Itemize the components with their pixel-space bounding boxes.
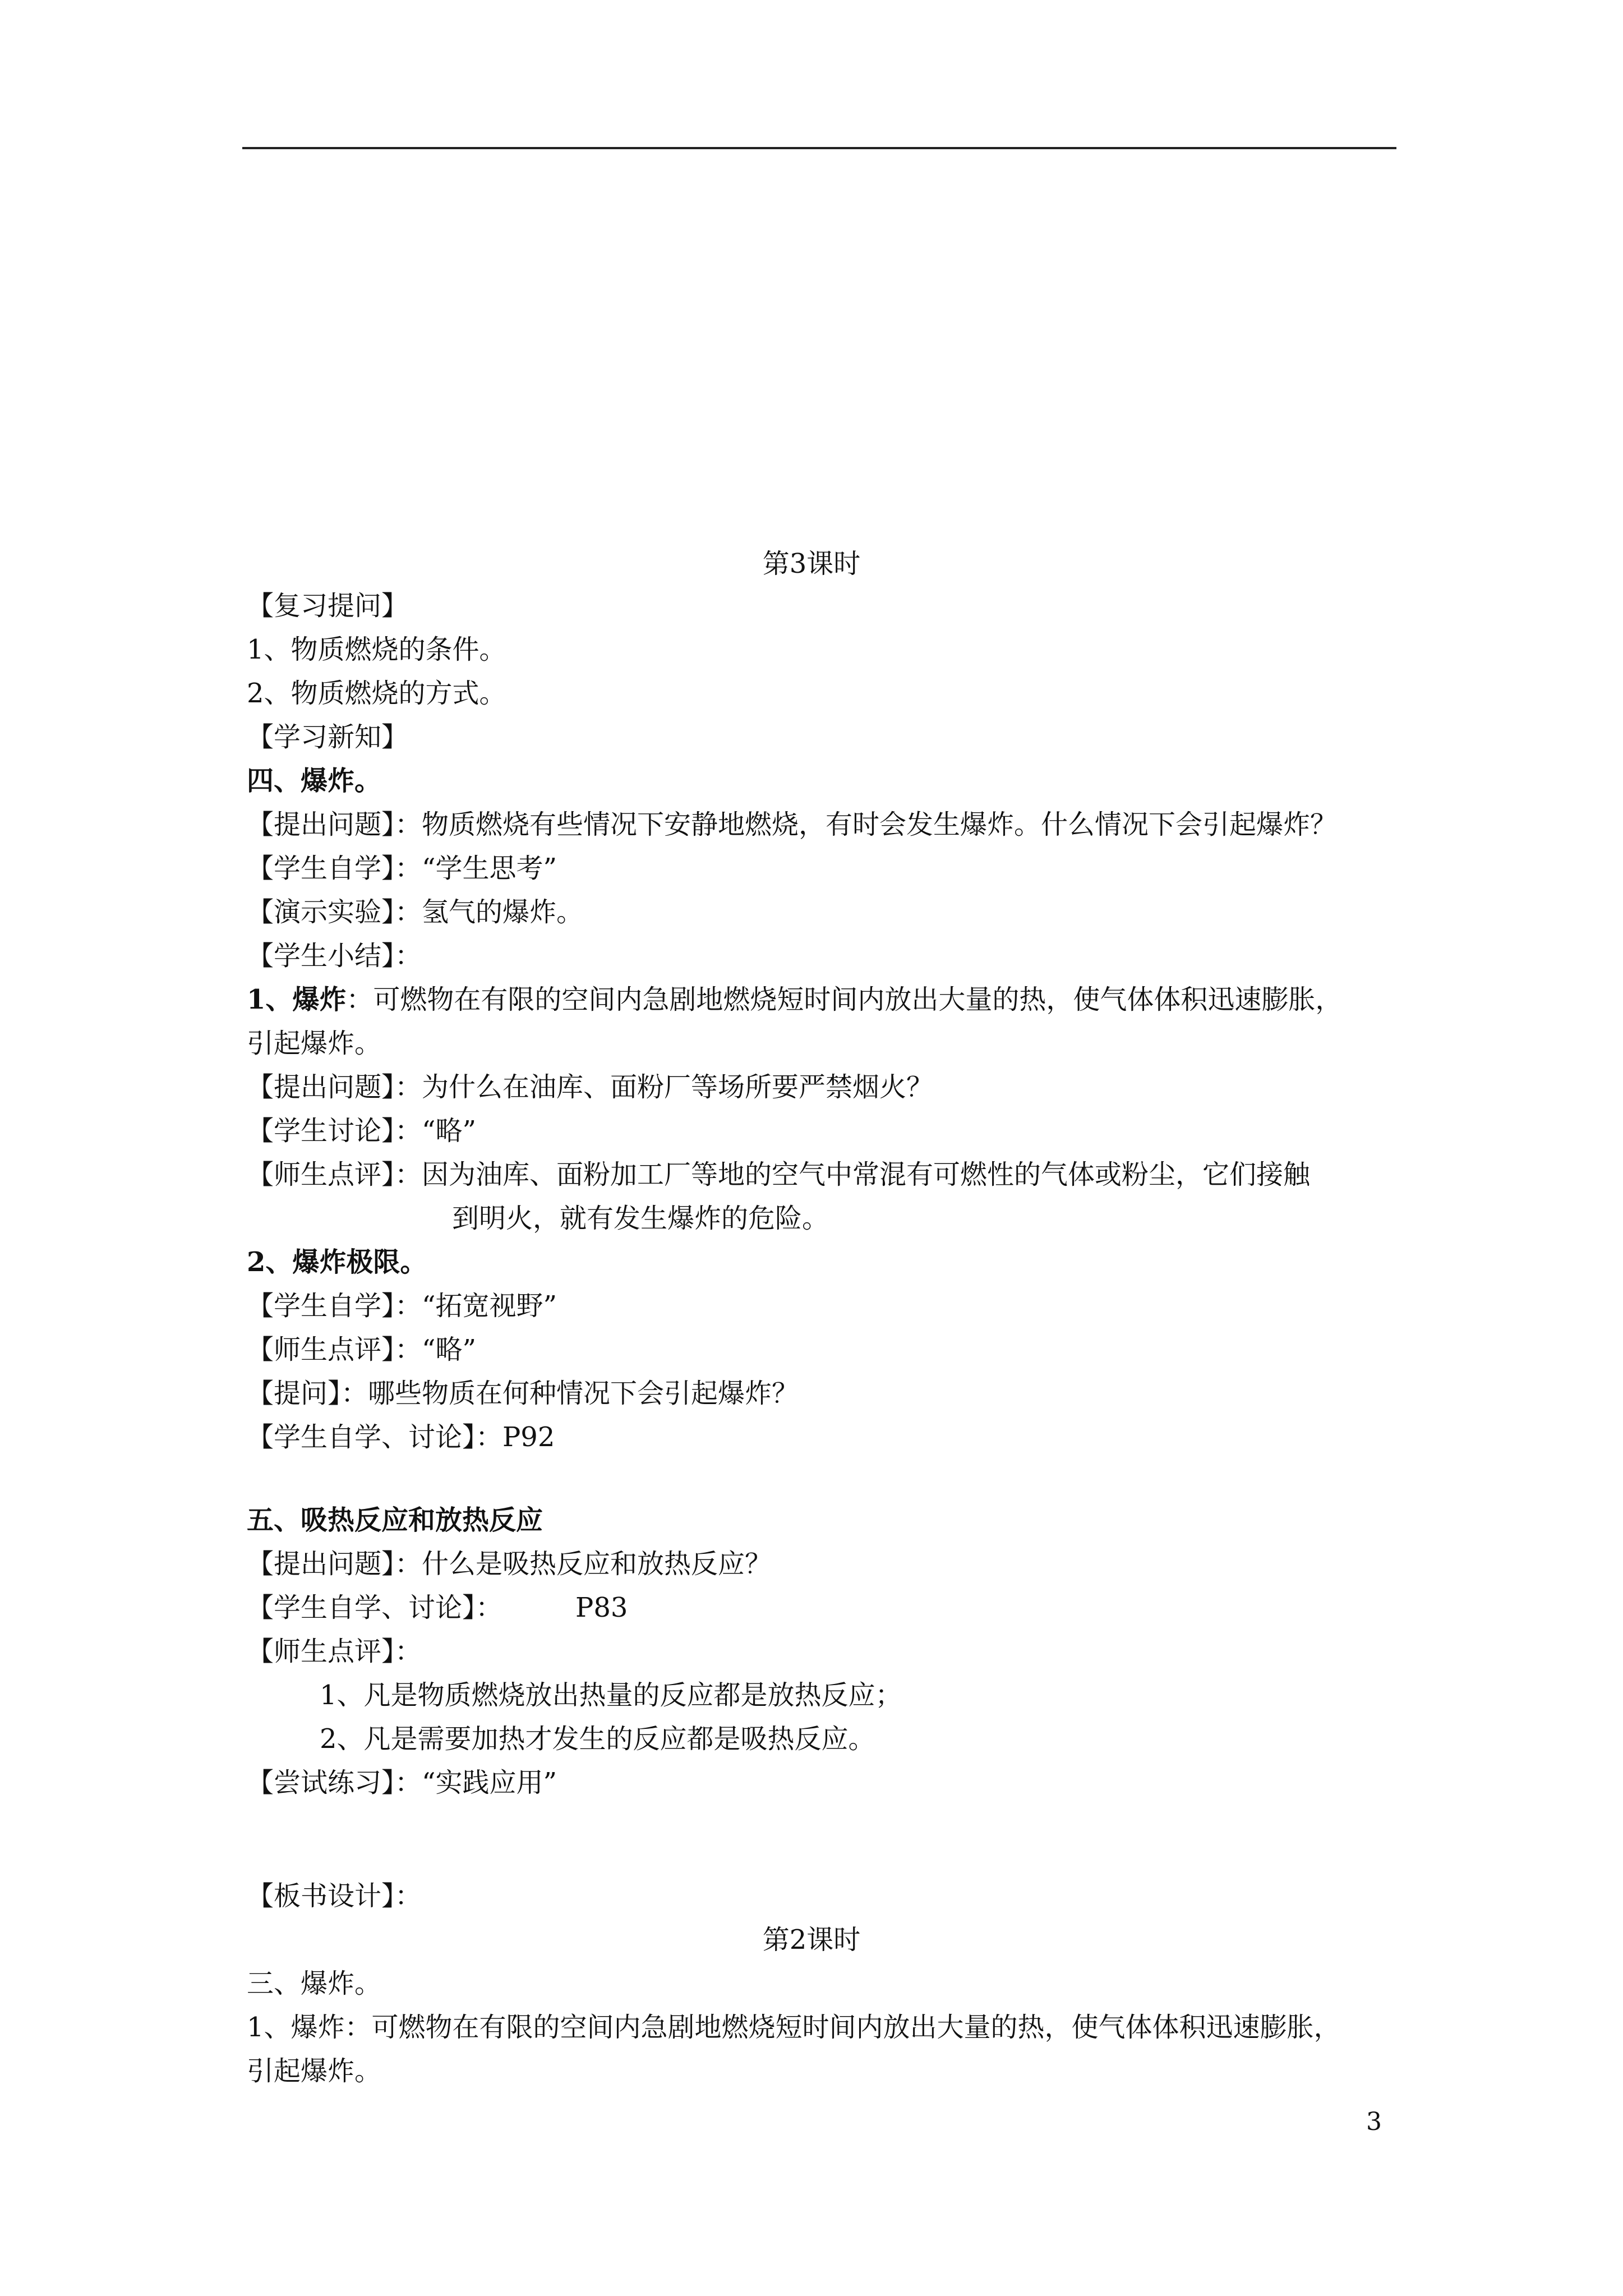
self-study-1: 【学生自学】：“学生思考” [247, 853, 557, 884]
board-definition-cont: 引起爆炸。 [247, 2055, 382, 2087]
definition-text: ：可燃物在有限的空间内急剧地燃烧短时间内放出大量的热，使气体体积迅速膨胀， [346, 984, 1343, 1015]
question-3: 【提出问题】：什么是吸热反应和放热反应？ [247, 1548, 772, 1580]
review-item-2: 2、物质燃烧的方式。 [247, 678, 506, 709]
learn-heading: 【学习新知】 [247, 721, 409, 753]
self-study-4-page: P83 [575, 1592, 628, 1623]
question-1: 【提出问题】：物质燃烧有些情况下安静地燃烧，有时会发生爆炸。什么情况下会引起爆炸？ [247, 809, 1338, 840]
board-definition: 1、爆炸：可燃物在有限的空间内急剧地燃烧短时间内放出大量的热，使气体体积迅速膨胀， [247, 2012, 1341, 2043]
board-heading: 三、爆炸。 [247, 1968, 382, 1999]
explosion-definition [247, 983, 1342, 1016]
self-study-4-label: 【学生自学、讨论】： [247, 1592, 503, 1623]
self-study-4 [247, 1591, 628, 1625]
explosion-limit-heading: 2、爆炸极限。 [247, 1246, 427, 1278]
definition-label: 1、爆炸 [247, 984, 347, 1015]
self-study-3: 【学生自学、讨论】：P92 [247, 1421, 555, 1453]
review-item-1: 1、物质燃烧的条件。 [247, 634, 506, 665]
lesson-title: 第3课时 [762, 548, 861, 579]
comment-3-item-2: 2、凡是需要加热才发生的反应都是吸热反应。 [320, 1723, 875, 1755]
comment-2: 【师生点评】：“略” [247, 1334, 477, 1365]
board-title: 第2课时 [762, 1924, 861, 1955]
board-design-label: 【板书设计】： [247, 1880, 422, 1912]
comment-1-cont: 到明火，就有发生爆炸的危险。 [452, 1203, 829, 1234]
comment-1: 【师生点评】：因为油库、面粉加工厂等地的空气中常混有可燃性的气体或粉尘，它们接触 [247, 1159, 1311, 1190]
explosion-definition-cont: 引起爆炸。 [247, 1028, 382, 1059]
practice: 【尝试练习】：“实践应用” [247, 1767, 557, 1798]
section-4-heading: 四、爆炸。 [247, 765, 382, 797]
student-summary: 【学生小结】： [247, 940, 422, 972]
page-number: 3 [1366, 2108, 1382, 2136]
discussion-1: 【学生讨论】：“略” [247, 1115, 477, 1147]
self-study-2: 【学生自学】：“拓宽视野” [247, 1290, 557, 1322]
header-rule [242, 147, 1396, 149]
section-5-heading: 五、吸热反应和放热反应 [247, 1504, 543, 1536]
comment-3: 【师生点评】： [247, 1636, 422, 1667]
ask: 【提问】：哪些物质在何种情况下会引起爆炸？ [247, 1378, 799, 1409]
review-heading: 【复习提问】 [247, 590, 409, 622]
comment-3-item-1: 1、凡是物质燃烧放出热量的反应都是放热反应； [320, 1680, 902, 1711]
question-2: 【提出问题】：为什么在油库、面粉厂等场所要严禁烟火？ [247, 1071, 934, 1103]
demo-experiment: 【演示实验】：氢气的爆炸。 [247, 896, 584, 928]
